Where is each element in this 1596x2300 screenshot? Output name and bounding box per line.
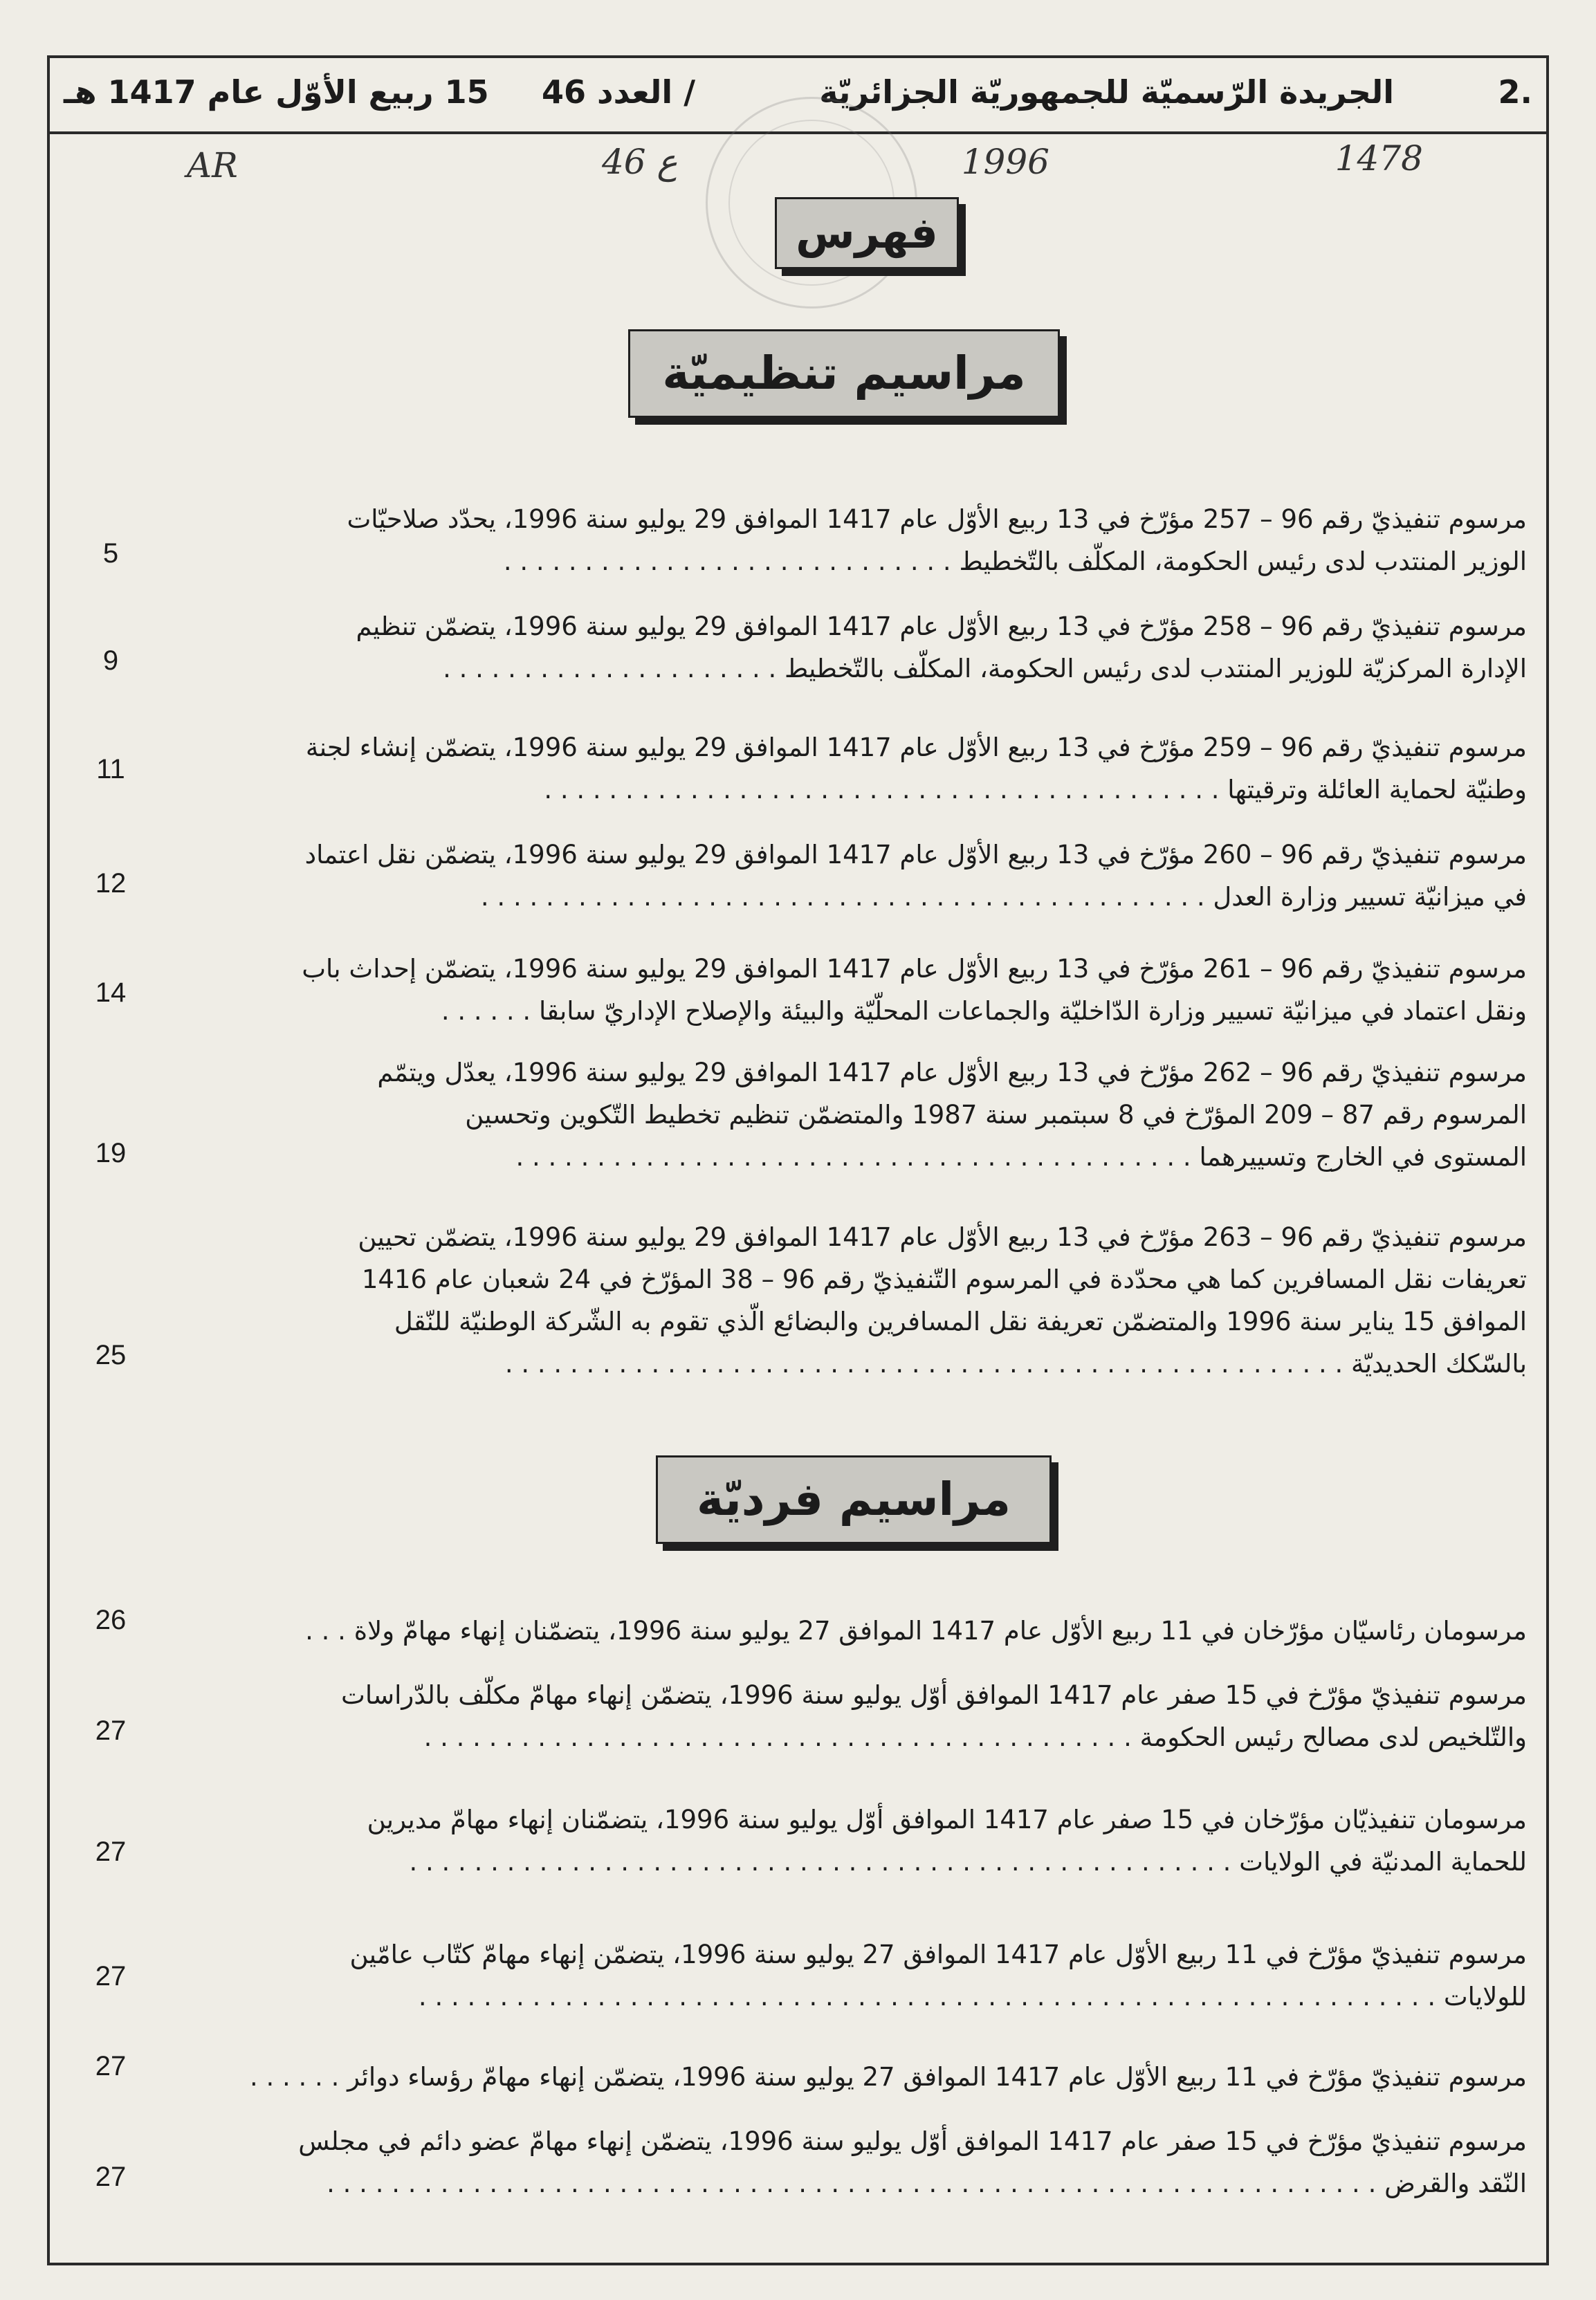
- toc-entry: [226, 605, 1527, 690]
- toc-entry: [226, 1610, 1527, 1652]
- toc-entry: [226, 726, 1527, 811]
- index-title: فهرس: [796, 208, 938, 258]
- entry-line: ونقل اعتماد في ميزانيّة تسيير وزارة الدّاخليّة والجماعات المحلّيّة والبيئة والإصلاح الإداريّ سابقا . . . . . .: [441, 996, 1527, 1026]
- entry-page-number: 5: [102, 538, 119, 569]
- entry-line: مرسوم تنفيذيّ رقم 96 – 260 مؤرّخ في 13 ربيع الأوّل عام 1417 الموافق 29 يوليو سنة 1996، يتضمّن نقل اعتماد: [304, 840, 1527, 870]
- entry-page-number: 19: [95, 1138, 127, 1168]
- entry-line: الوزير المنتدب لدى رئيس الحكومة، المكلّف بالتّخطيط . . . . . . . . . . . . . . . . . . . . . . . . . . . .: [503, 546, 1527, 576]
- entry-line: مرسوم تنفيذيّ رقم 96 – 258 مؤرّخ في 13 ربيع الأوّل عام 1417 الموافق 29 يوليو سنة 1996، يتضمّن تنظيم: [356, 611, 1527, 641]
- header-date: 15 ربيع الأوّل عام 1417 هـ: [64, 73, 489, 111]
- entry-page-number: 14: [95, 977, 127, 1008]
- entry-line: مرسوم تنفيذيّ رقم 96 – 257 مؤرّخ في 13 ربيع الأوّل عام 1417 الموافق 29 يوليو سنة 1996، يحدّد صلاحيّات: [347, 504, 1527, 534]
- toc-entry: [226, 834, 1527, 918]
- entry-page-number: 25: [95, 1340, 127, 1370]
- entry-page-number: 27: [95, 1715, 127, 1746]
- entry-page-number: 12: [95, 868, 127, 899]
- entry-line: مرسوم تنفيذيّ رقم 96 – 259 مؤرّخ في 13 ربيع الأوّل عام 1417 الموافق 29 يوليو سنة 1996، يتضمّن إنشاء لجنة: [305, 733, 1527, 762]
- entry-page-number: 27: [95, 2162, 127, 2192]
- toc-entry: [226, 1933, 1527, 2018]
- section-title-box-individual: [656, 1455, 1052, 1544]
- entry-line: للولايات . . . . . . . . . . . . . . . . . . . . . . . . . . . . . . . . . . . . . . . . . . . . . . . . . . . . . . . . . . . . . . .: [418, 1982, 1527, 2012]
- entry-page-number: 27: [95, 1837, 127, 1867]
- toc-entry: [226, 1798, 1527, 1883]
- toc-entry: [226, 2120, 1527, 2205]
- entry-page-number: 27: [95, 2051, 127, 2081]
- entry-line: المرسوم رقم 87 – 209 المؤرّخ في 8 سبتمبر سنة 1987 والمتضمّن تنظيم تخطيط التّكوين وتحسين: [465, 1100, 1527, 1130]
- entry-line: الموافق 15 يناير سنة 1996 والمتضمّن تعريفة نقل المسافرين والبضائع الّذي تقوم به الشّركة الوطنيّة للنّقل: [394, 1307, 1527, 1336]
- handwritten-note-3: 46 ع: [602, 142, 678, 182]
- entry-page-number: 9: [102, 645, 119, 676]
- header-title: الجريدة الرّسميّة للجمهوريّة الجزائريّة: [819, 73, 1394, 111]
- entry-line: الإدارة المركزيّة للوزير المنتدب لدى رئيس الحكومة، المكلّف بالتّخطيط . . . . . . . . . . . . . . . . . . . . .: [443, 654, 1527, 683]
- toc-entry: [226, 498, 1527, 582]
- index-title-box: [775, 197, 959, 269]
- entry-line: مرسوم تنفيذيّ مؤرّخ في 11 ربيع الأوّل عام 1417 الموافق 27 يوليو سنة 1996، يتضمّن إنهاء مهامّ كتّاب عامّين: [349, 1940, 1527, 1969]
- entry-line: وطنيّة لحماية العائلة وترقيتها . . . . . . . . . . . . . . . . . . . . . . . . . . . . . . . . . . . . . . . . . .: [544, 775, 1527, 804]
- entry-line: تعريفات نقل المسافرين كما هي محدّدة في المرسوم التّنفيذيّ رقم 96 – 38 المؤرّخ في 24 شعبان عام 1416: [361, 1264, 1527, 1294]
- entry-line: في ميزانيّة تسيير وزارة العدل . . . . . . . . . . . . . . . . . . . . . . . . . . . . . . . . . . . . . . . . . . . . .: [480, 882, 1527, 912]
- entry-line: للحماية المدنيّة في الولايات . . . . . . . . . . . . . . . . . . . . . . . . . . . . . . . . . . . . . . . . . . . . . . . . . . .: [409, 1847, 1527, 1877]
- toc-entry: [226, 1051, 1527, 1178]
- entry-line: مرسوم تنفيذيّ مؤرّخ في 15 صفر عام 1417 الموافق أوّل يوليو سنة 1996، يتضمّن إنهاء مهامّ مكلّف بالدّراسات: [340, 1680, 1527, 1710]
- toc-entry: [226, 1674, 1527, 1758]
- handwritten-note-1: 1478: [1334, 138, 1423, 178]
- entry-line: مرسوم تنفيذيّ مؤرّخ في 11 ربيع الأوّل عام 1417 الموافق 27 يوليو سنة 1996، يتضمّن إنهاء مهامّ رؤساء دوائر . . . . . .: [249, 2062, 1527, 2092]
- section-title-regulatory: مراسيم تنظيميّة: [662, 347, 1026, 400]
- section-title-individual: مراسيم فرديّة: [696, 1473, 1011, 1526]
- header-issue: / العدد 46: [541, 73, 695, 111]
- entry-page-number: 26: [95, 1605, 127, 1635]
- entry-line: مرسوم تنفيذيّ رقم 96 – 262 مؤرّخ في 13 ربيع الأوّل عام 1417 الموافق 29 يوليو سنة 1996، يعدّل ويتمّم: [377, 1058, 1527, 1087]
- entry-line: بالسّكك الحديديّة . . . . . . . . . . . . . . . . . . . . . . . . . . . . . . . . . . . . . . . . . . . . . . . . . . . .: [504, 1349, 1527, 1379]
- entry-line: المستوى في الخارج وتسييرهما . . . . . . . . . . . . . . . . . . . . . . . . . . . . . . . . . . . . . . . . . .: [515, 1142, 1527, 1172]
- entry-line: مرسوم تنفيذيّ رقم 96 – 263 مؤرّخ في 13 ربيع الأوّل عام 1417 الموافق 29 يوليو سنة 1996، يتضمّن تحيين: [358, 1222, 1527, 1252]
- entry-line: مرسومان تنفيذيّان مؤرّخان في 15 صفر عام 1417 الموافق أوّل يوليو سنة 1996، يتضمّنان إنهاء مهامّ مديرين: [367, 1805, 1527, 1834]
- toc-entry: [226, 2056, 1527, 2098]
- entry-line: مرسوم تنفيذيّ رقم 96 – 261 مؤرّخ في 13 ربيع الأوّل عام 1417 الموافق 29 يوليو سنة 1996، يتضمّن إحداث باب: [302, 954, 1527, 984]
- entry-page-number: 27: [95, 1961, 127, 1991]
- entry-line: النّقد والقرض . . . . . . . . . . . . . . . . . . . . . . . . . . . . . . . . . . . . . . . . . . . . . . . . . . . . . . . . . . . . . . . . .: [327, 2169, 1527, 2198]
- entry-line: والتّلخيص لدى مصالح رئيس الحكومة . . . . . . . . . . . . . . . . . . . . . . . . . . . . . . . . . . . . . . . . . . . .: [423, 1722, 1527, 1752]
- toc-entry: [226, 948, 1527, 1032]
- section-title-box-regulatory: [628, 329, 1060, 418]
- toc-entry: [226, 1216, 1527, 1385]
- entry-line: مرسوم تنفيذيّ مؤرّخ في 15 صفر عام 1417 الموافق أوّل يوليو سنة 1996، يتضمّن إنهاء مهامّ عضو دائم في مجلس: [298, 2126, 1527, 2156]
- entry-line: مرسومان رئاسيّان مؤرّخان في 11 ربيع الأوّل عام 1417 الموافق 27 يوليو سنة 1996، يتضمّنان إنهاء مهامّ ولاة . . .: [305, 1616, 1527, 1646]
- header-page-number: .2: [1498, 73, 1532, 111]
- handwritten-note-2: 1996: [961, 142, 1049, 182]
- entry-page-number: 11: [96, 754, 125, 784]
- handwritten-note-4: AR: [187, 145, 238, 185]
